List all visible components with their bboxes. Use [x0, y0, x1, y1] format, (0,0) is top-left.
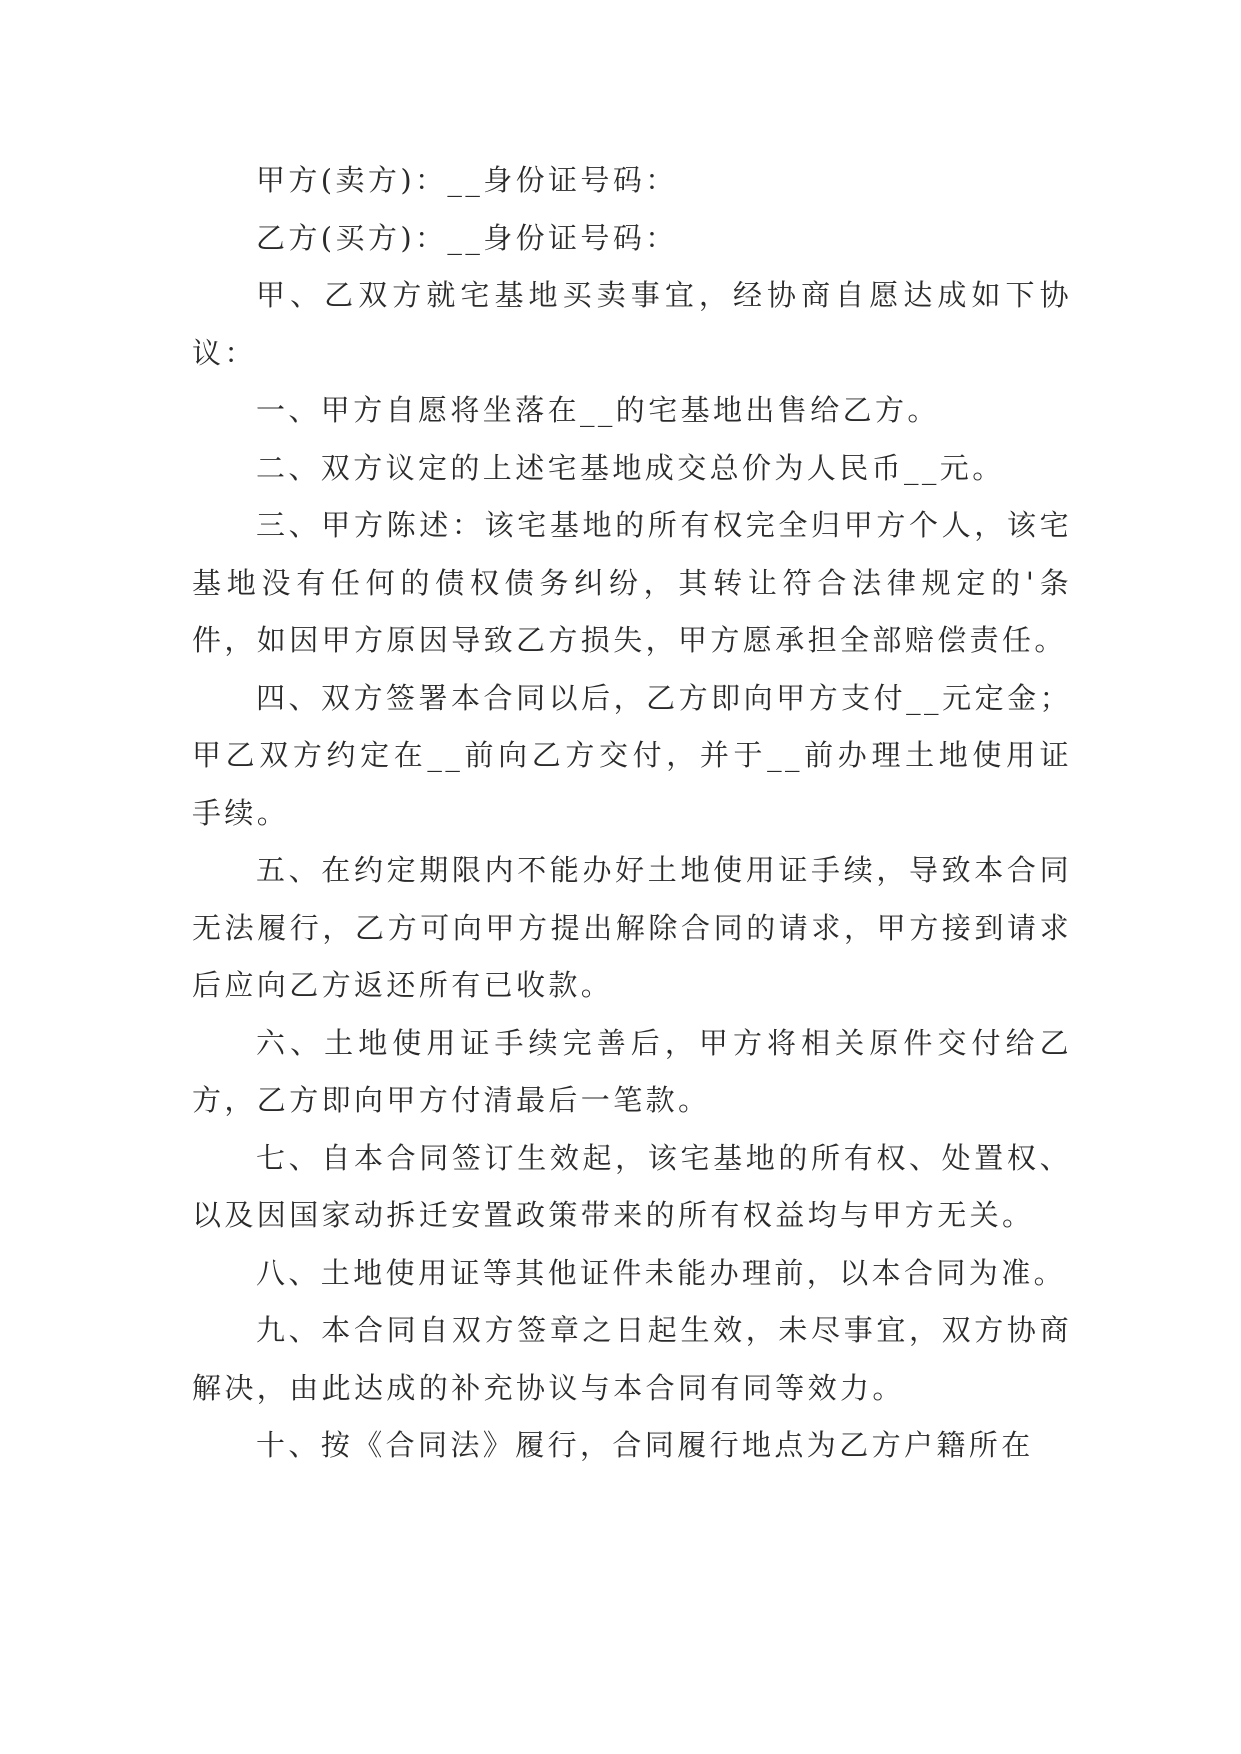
clause-5: 五、在约定期限内不能办好土地使用证手续，导致本合同无法履行，乙方可向甲方提出解除合同的请求，甲方接到请求后应向乙方返还所有已收款。 [192, 853, 1072, 1002]
clause-3: 三、甲方陈述：该宅基地的所有权完全归甲方个人，该宅基地没有任何的债权债务纠纷，其转让符合法律规定的'条件，如因甲方原因导致乙方损失，甲方愿承担全部赔偿责任。 [192, 508, 1072, 657]
clause-2: 二、双方议定的上述宅基地成交总价为人民币__元。 [256, 450, 1005, 485]
buyer-line: 乙方(买方)：__身份证号码： [256, 220, 678, 255]
clause-6: 六、土地使用证手续完善后，甲方将相关原件交付给乙方，乙方即向甲方付清最后一笔款。 [192, 1025, 1072, 1117]
clause-9: 九、本合同自双方签章之日起生效，未尽事宜，双方协商解决，由此达成的补充协议与本合同有同等效力。 [192, 1313, 1072, 1405]
clause-4: 四、双方签署本合同以后，乙方即向甲方支付__元定金；甲乙双方约定在__前向乙方交付，并于__前办理土地使用证手续。 [192, 680, 1072, 830]
clause-1: 一、甲方自愿将坐落在__的宅基地出售给乙方。 [256, 393, 940, 427]
seller-line: 甲方(卖方)：__身份证号码： [256, 163, 678, 197]
clause-7: 七、自本合同签订生效起，该宅基地的所有权、处置权、以及因国家动拆迁安置政策带来的所有权益均与甲方无关。 [192, 1140, 1072, 1232]
agreement-intro: 甲、乙双方就宅基地买卖事宜，经协商自愿达成如下协议： [192, 278, 1072, 370]
clause-8: 八、土地使用证等其他证件未能办理前，以本合同为准。 [256, 1255, 1067, 1290]
document-body [192, 152, 1072, 1475]
clause-10: 十、按《合同法》履行，合同履行地点为乙方户籍所在 [256, 1428, 1034, 1462]
